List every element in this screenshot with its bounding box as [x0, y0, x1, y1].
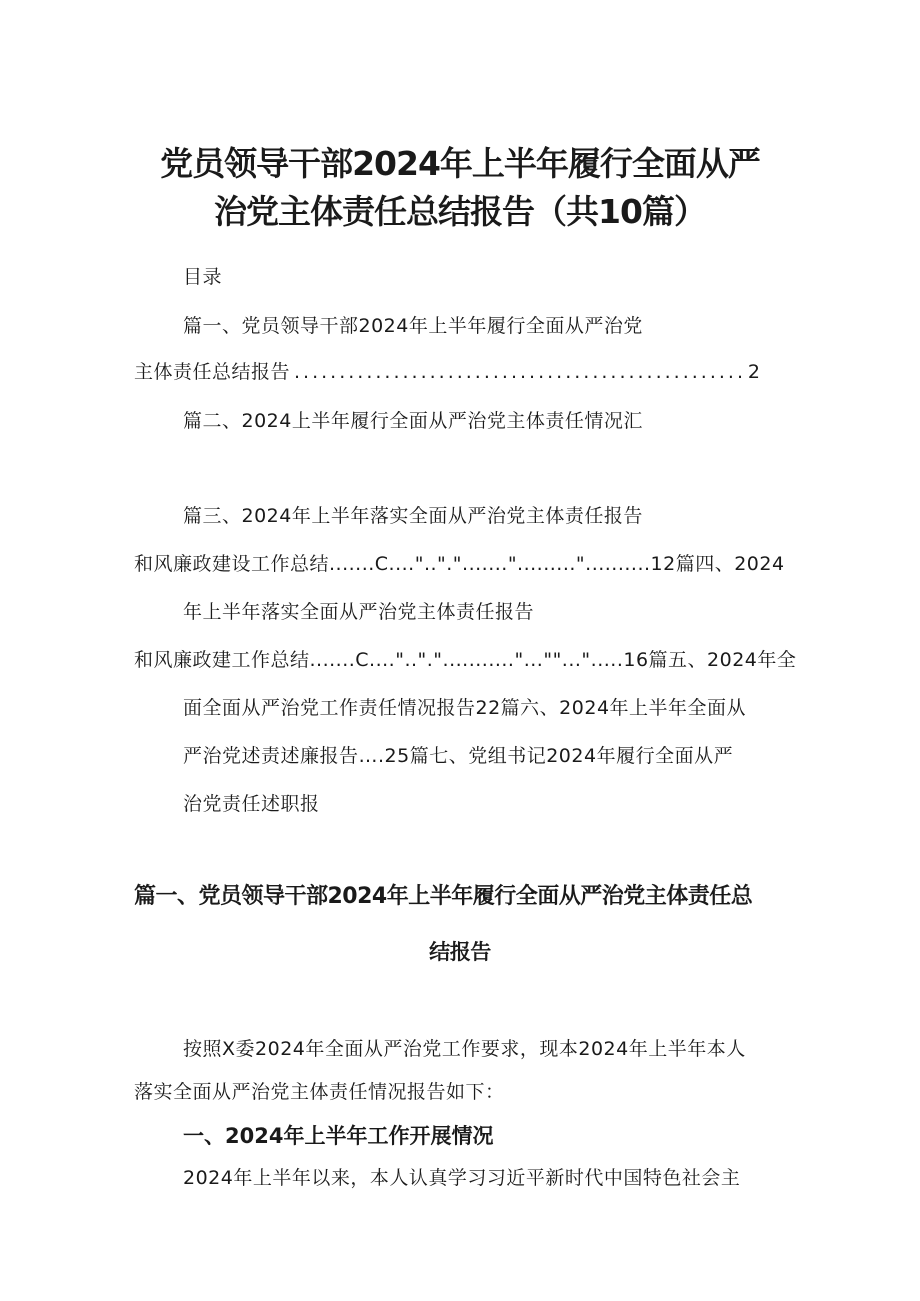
toc-item-6-line-2[interactable]: 严治党述责述廉报告….25篇七、党组书记2024年履行全面从严 — [183, 745, 734, 767]
toc-item-1-page-number: 2 — [747, 361, 760, 383]
toc-item-3-line-2[interactable]: 和风廉政建设工作总结.......C....".."."......."........."..........12篇四、2024 — [134, 553, 785, 575]
toc-leader-dots — [294, 361, 744, 383]
toc-item-4-line-2[interactable]: 年上半年落实全面从严治党主体责任报告 — [183, 601, 535, 623]
toc-item-2-line-1[interactable]: 篇二、2024上半年履行全面从严治党主体责任情况汇 — [183, 410, 643, 432]
section-1-paragraph-2-line-1: 2024年上半年以来，本人认真学习习近平新时代中国特色社会主 — [183, 1167, 741, 1189]
toc-item-1-line-1[interactable]: 篇一、党员领导干部2024年上半年履行全面从严治党 — [183, 315, 643, 337]
section-1-paragraph-1-line-2: 落实全面从严治党主体责任情况报告如下： — [134, 1081, 505, 1103]
document-title-line-2: 治党主体责任总结报告（共10篇） — [214, 192, 706, 231]
document-title-line-1: 党员领导干部2024年上半年履行全面从严 — [160, 144, 760, 183]
toc-item-1-text: 主体责任总结报告 — [134, 361, 291, 383]
section-1-paragraph-1-line-1: 按照X委2024年全面从严治党工作要求，现本2024年上半年本人 — [183, 1038, 746, 1060]
toc-item-1-line-2[interactable] — [134, 357, 760, 384]
toc-item-3-line-1[interactable]: 篇三、2024年上半年落实全面从严治党主体责任报告 — [183, 505, 643, 527]
section-1-title-line-2: 结报告 — [429, 939, 491, 964]
toc-item-7-line-2[interactable]: 治党责任述职报 — [183, 793, 320, 815]
section-1-title-line-1: 篇一、党员领导干部2024年上半年履行全面从严治党主体责任总 — [134, 884, 753, 909]
section-1-heading-1: 一、2024年上半年工作开展情况 — [183, 1124, 494, 1148]
toc-label: 目录 — [183, 266, 223, 288]
toc-item-5-line-2[interactable]: 面全面从严治党工作责任情况报告22篇六、2024年上半年全面从 — [183, 697, 747, 719]
toc-item-4-line-3[interactable]: 和风廉政建工作总结.......C....".."."..........."...""...".....16篇五、2024年全 — [134, 649, 797, 671]
